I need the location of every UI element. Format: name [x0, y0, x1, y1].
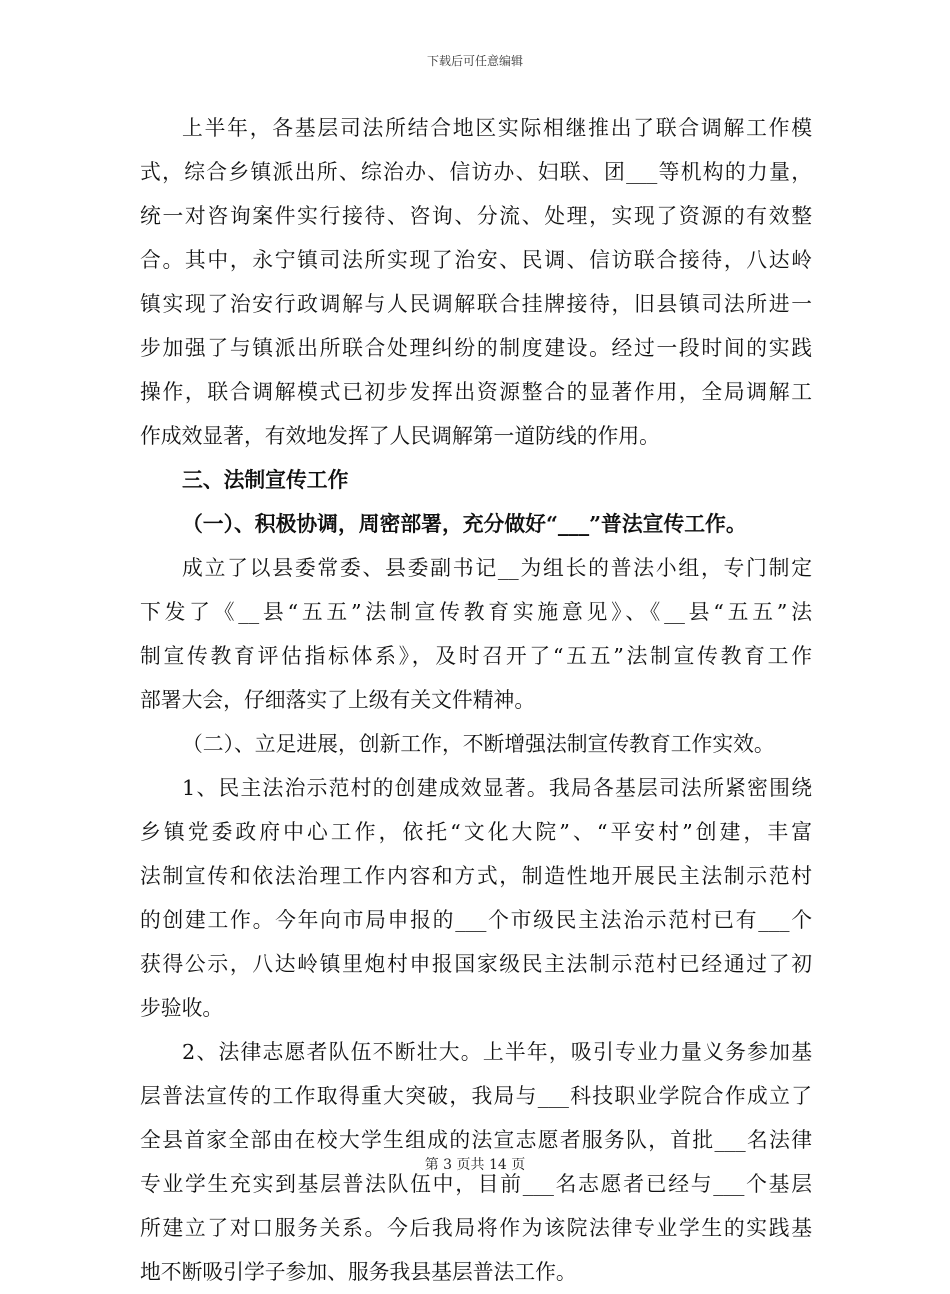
text-line: 作成效显著，有效地发挥了人民调解第一道防线的作用。 [140, 424, 660, 448]
text-line: 获得公示，八达岭镇里炮村申报国家级民主法制示范村已经通过了初 [140, 952, 812, 976]
text-line: 合。其中，永宁镇司法所实现了治安、民调、信访联合接待，八达岭 [140, 248, 812, 272]
subsection-heading: （二）、立足进展，创新工作，不断增强法制宣传教育工作实效。 [182, 732, 775, 756]
paragraph [140, 546, 812, 722]
paragraph [140, 106, 812, 458]
text-line: 步加强了与镇派出所联合处理纠纷的制度建设。经过一段时间的实践 [140, 336, 812, 360]
paragraph [140, 766, 812, 1030]
text-line: 乡镇党委政府中心工作，依托“文化大院”、“平安村”创建，丰富 [140, 820, 812, 844]
text-line: 步验收。 [140, 996, 224, 1020]
text-line: 操作，联合调解模式已初步发挥出资源整合的显著作用，全局调解工 [140, 380, 812, 404]
text-line: 成立了以县委常委、县委副书记__为组长的普法小组，专门制定 [182, 556, 812, 580]
text-line: 统一对咨询案件实行接待、咨询、分流、处理，实现了资源的有效整 [140, 204, 812, 228]
text-line: 层普法宣传的工作取得重大突破，我局与___科技职业学院合作成立了 [140, 1084, 812, 1108]
page-header: 下载后可任意编辑 [426, 54, 523, 68]
text-line: 制宣传教育评估指标体系》，及时召开了“五五”法制宣传教育工作 [140, 644, 812, 668]
text-line: 全县首家全部由在校大学生组成的法宣志愿者服务队，首批___名法律 [140, 1128, 812, 1152]
text-line: 下发了《__县“五五”法制宣传教育实施意见》、《__县“五五”法 [140, 600, 812, 624]
text-line: 的创建工作。今年向市局申报的___个市级民主法治示范村已有___个 [140, 908, 812, 932]
text-line: 1、民主法治示范村的创建成效显著。我局各基层司法所紧密围绕 [182, 776, 812, 800]
text-line: 法制宣传和依法治理工作内容和方式，制造性地开展民主法制示范村 [140, 864, 812, 888]
subsection-heading: （一）、积极协调，周密部署，充分做好“___”普法宣传工作。 [182, 511, 747, 536]
text-line: 2、法律志愿者队伍不断壮大。上半年，吸引专业力量义务参加基 [182, 1040, 812, 1064]
section-heading: 三、法制宣传工作 [182, 467, 349, 492]
text-line: 专业学生充实到基层普法队伍中，目前___名志愿者已经与___个基层 [140, 1172, 812, 1196]
text-line: 地不断吸引学子参加、服务我县基层普法工作。 [140, 1260, 577, 1284]
text-line: 所建立了对口服务关系。今后我局将作为该院法律专业学生的实践基 [140, 1216, 812, 1240]
text-line: 部署大会，仔细落实了上级有关文件精神。 [140, 688, 536, 712]
document-body [140, 106, 812, 1294]
text-line: 上半年，各基层司法所结合地区实际相继推出了联合调解工作模 [182, 116, 812, 140]
page-footer: 第 3 页共 14 页 [424, 1157, 526, 1173]
text-line: 式，综合乡镇派出所、综治办、信访办、妇联、团___等机构的力量， [140, 160, 812, 184]
text-line: 镇实现了治安行政调解与人民调解联合挂牌接待，旧县镇司法所进一 [140, 292, 812, 316]
